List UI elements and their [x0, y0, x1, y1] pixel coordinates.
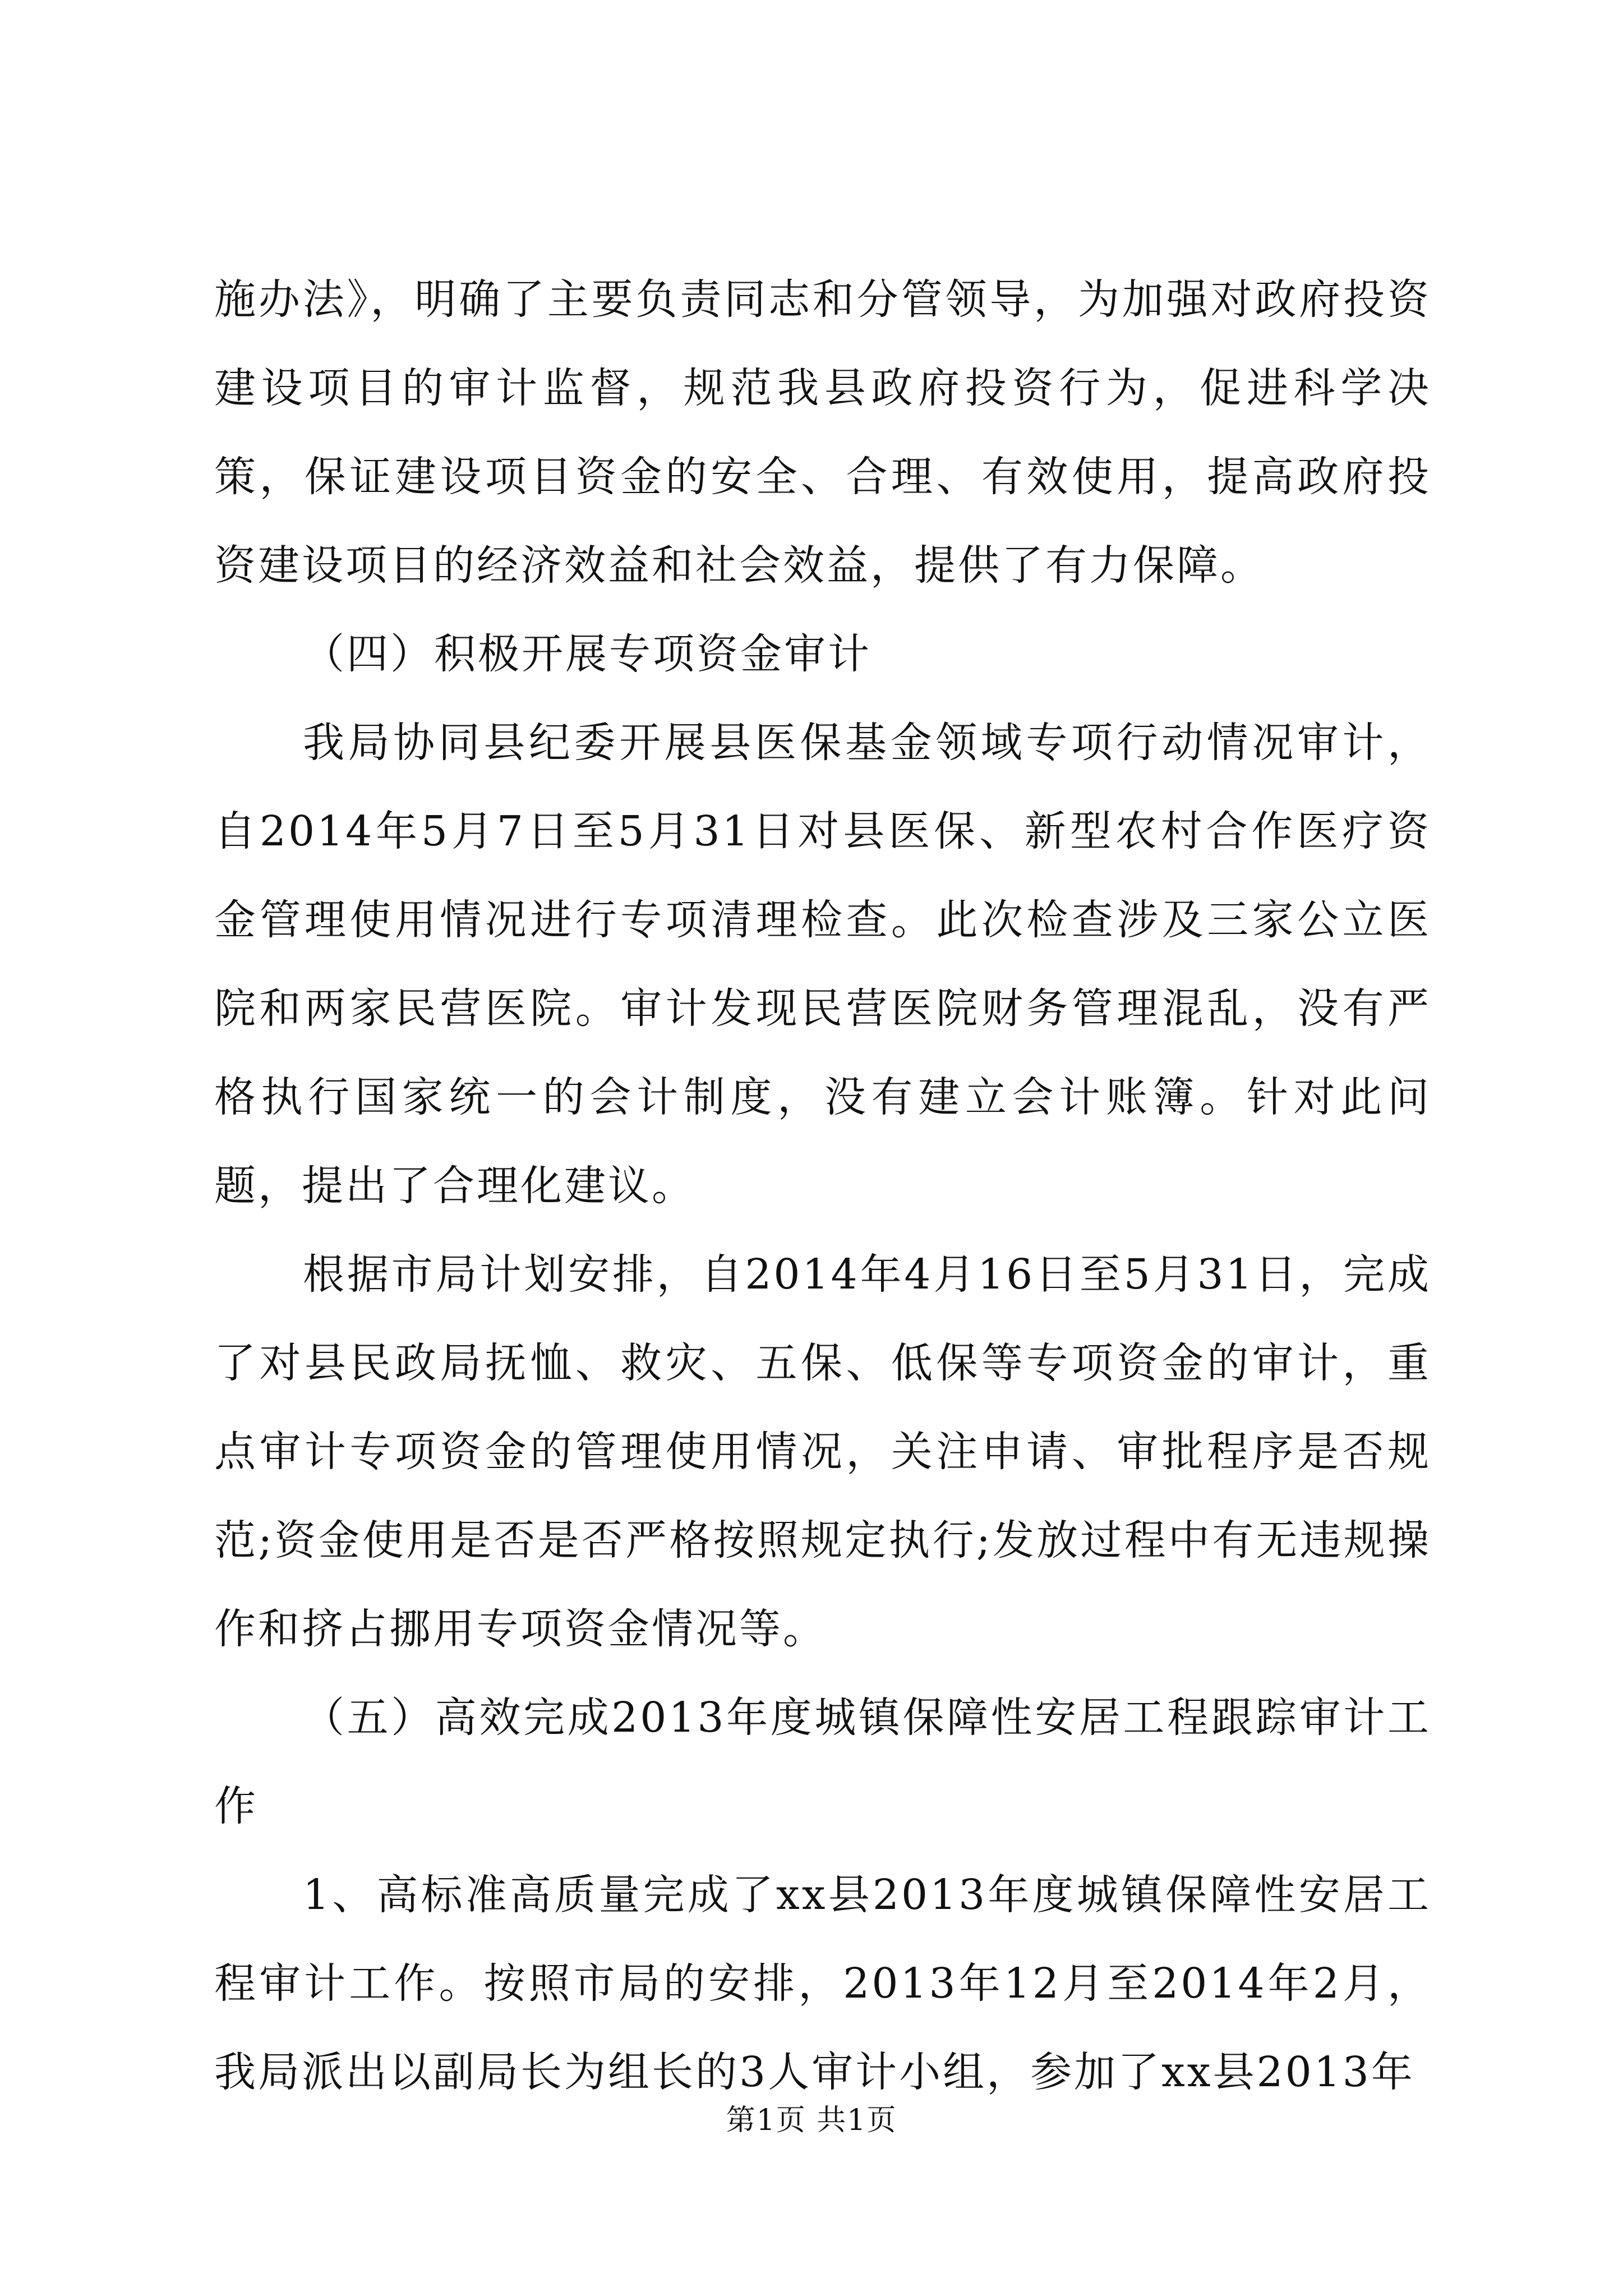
- section-heading-four: （四）积极开展专项资金审计: [303, 630, 872, 678]
- paragraph-housing-project-audit: 1、高标准高质量完成了xx县2013年度城镇保障性安居工程审计工作。按照市局的安排，2013年12月至2014年2月，我局派出以副局长为组长的3人审计小组，参加了xx县2013年: [214, 1871, 1431, 2096]
- document-body: [214, 255, 1431, 2116]
- page-footer: 第1页 共1页: [726, 2104, 897, 2137]
- section-heading-five: （五）高效完成2013年度城镇保障性安居工程跟踪审计工作: [214, 1694, 1431, 1830]
- paragraph-medical-insurance-audit: 我局协同县纪委开展县医保基金领域专项行动情况审计，自2014年5月7日至5月31日对县医保、新型农村合作医疗资金管理使用情况进行专项清理检查。此次检查涉及三家公立医院和两家民营医院。审计发现民营医院财务管理混乱，没有严格执行国家统一的会计制度，没有建立会计账簿。针对此问题，提出了合理化建议。: [214, 719, 1431, 1210]
- paragraph-civil-affairs-audit: 根据市局计划安排，自2014年4月16日至5月31日，完成了对县民政局抚恤、救灾、五保、低保等专项资金的审计，重点审计专项资金的管理使用情况，关注申请、审批程序是否规范;资金使用是否是否严格按照规定执行;发放过程中有无违规操作和挤占挪用专项资金情况等。: [214, 1250, 1431, 1653]
- paragraph-continuation: 施办法》，明确了主要负责同志和分管领导，为加强对政府投资建设项目的审计监督，规范我县政府投资行为，促进科学决策，保证建设项目资金的安全、合理、有效使用，提高政府投资建设项目的经济效益和社会效益，提供了有力保障。: [214, 275, 1431, 590]
